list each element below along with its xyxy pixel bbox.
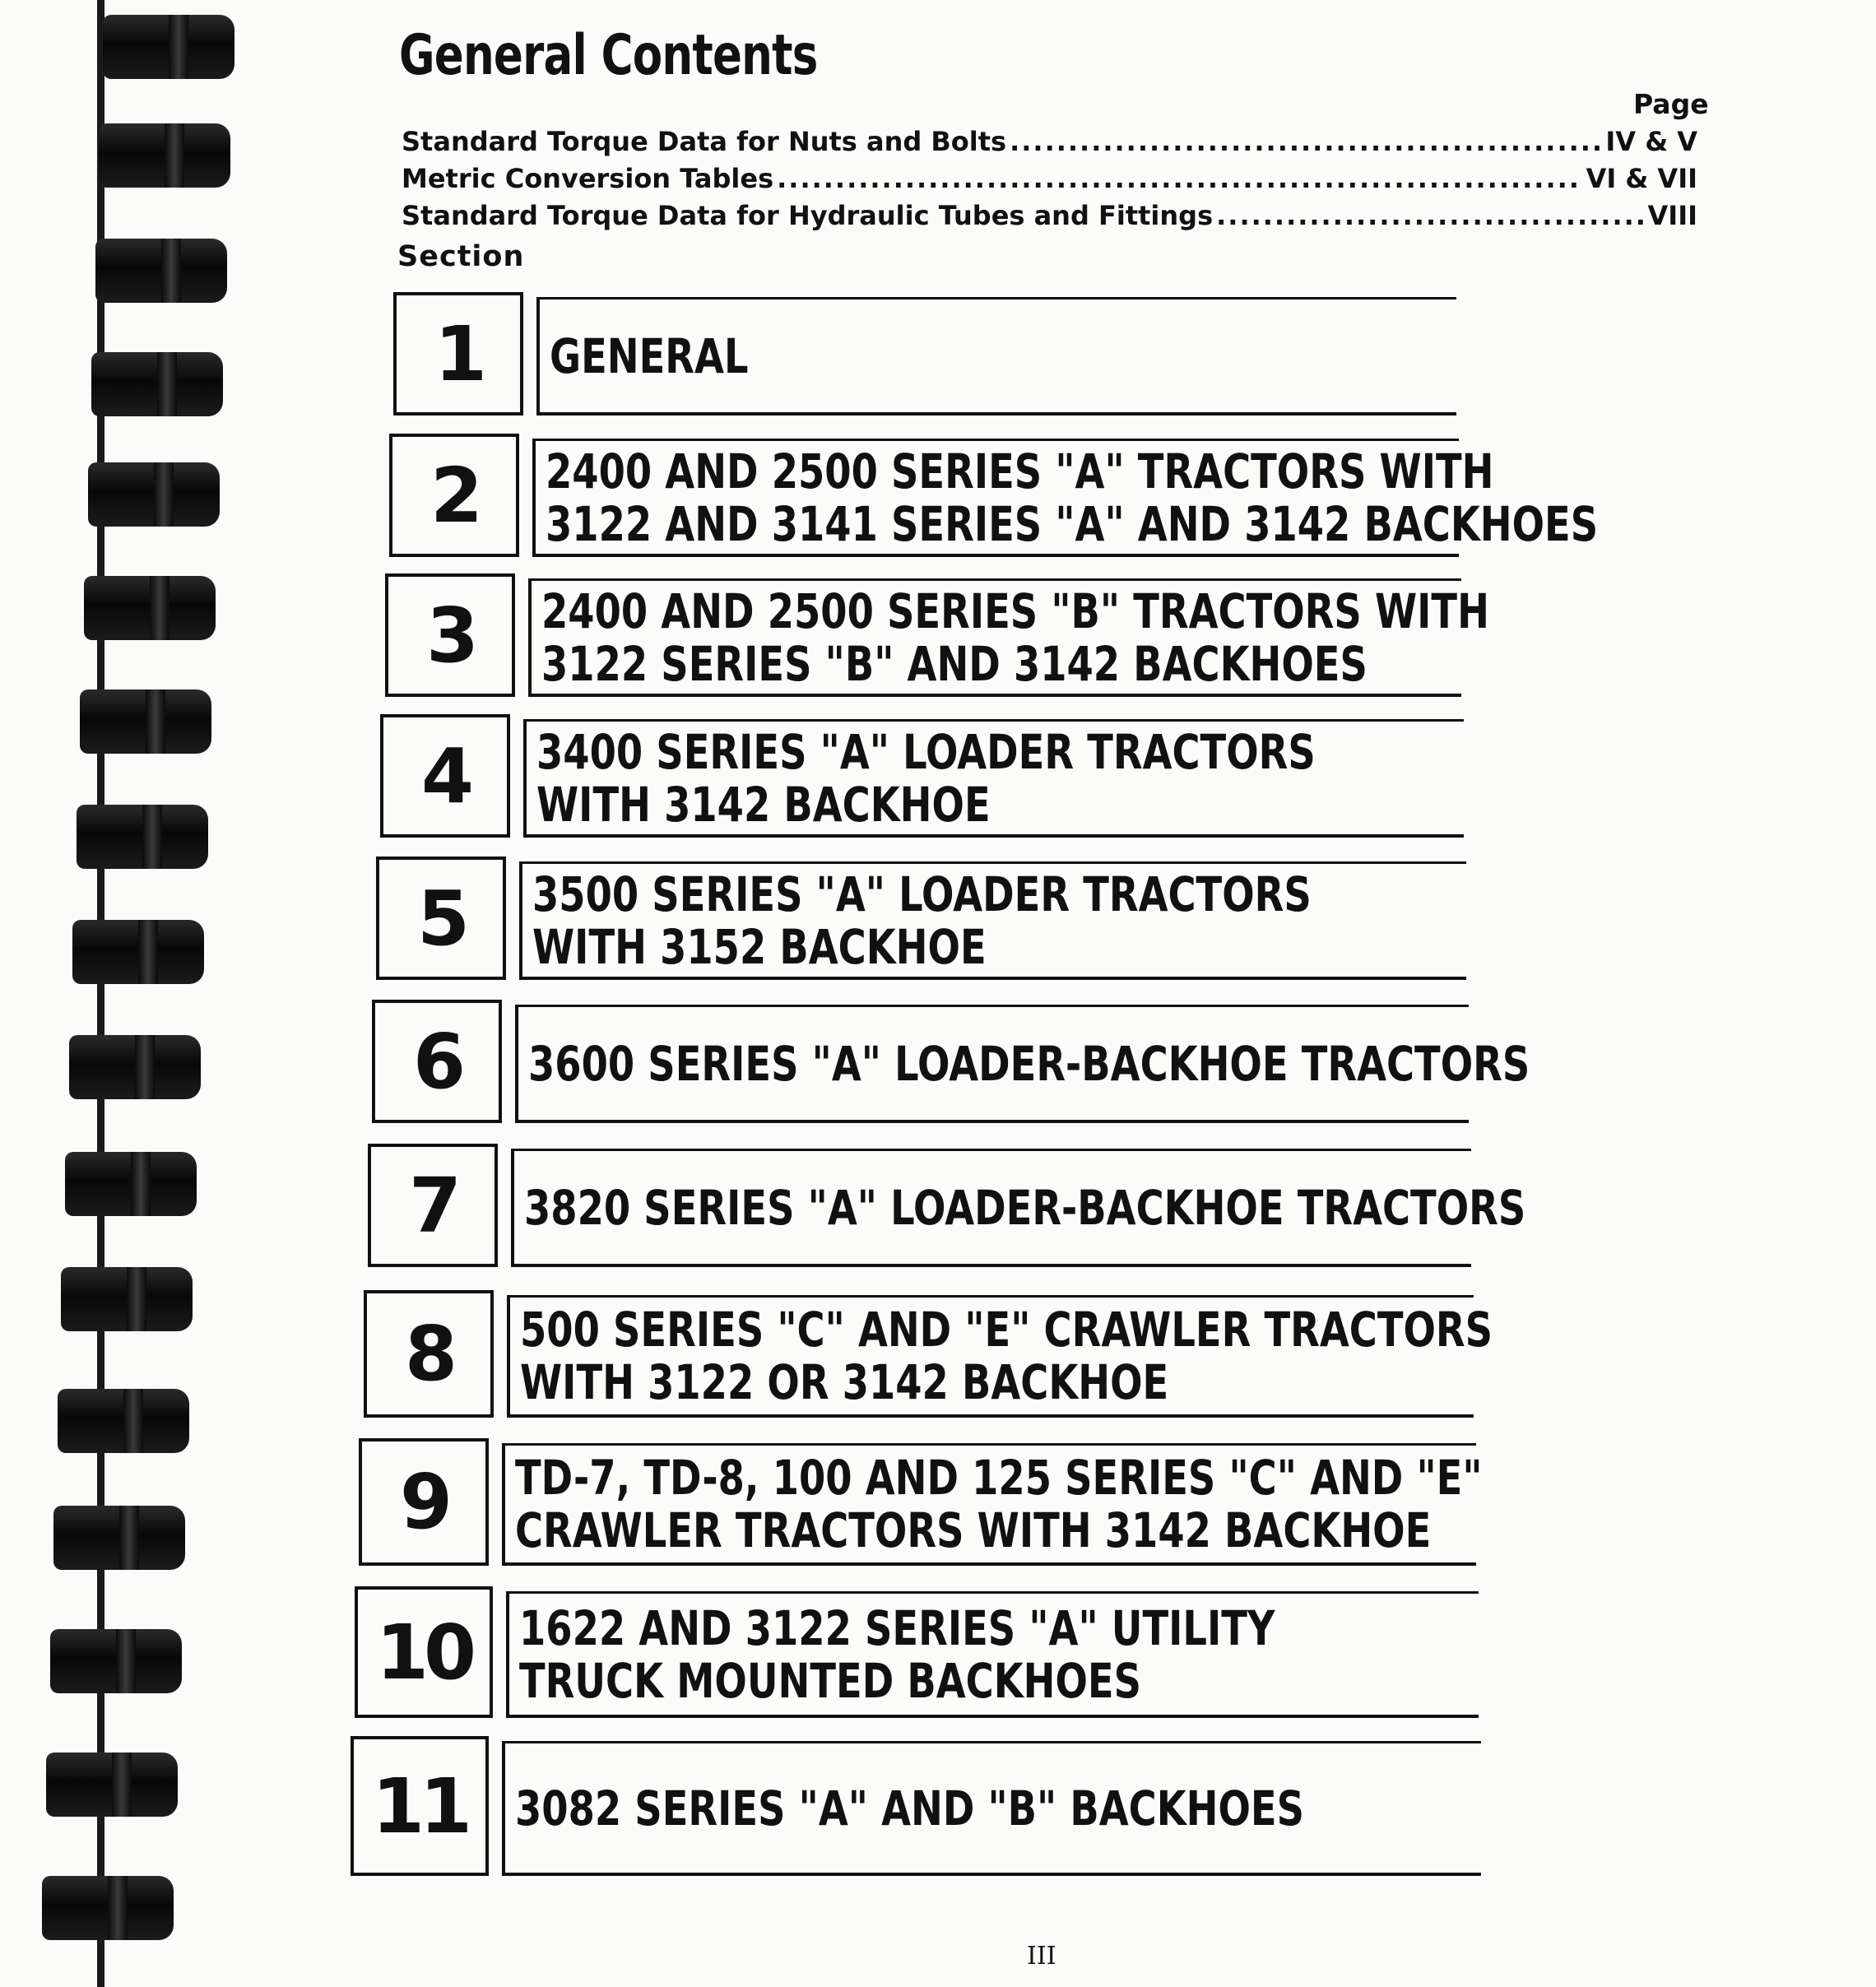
binding-ring <box>103 15 234 79</box>
section-title-line: 3082 SERIES "A" AND "B" BACKHOES <box>515 1780 1305 1836</box>
section-number: 10 <box>355 1586 493 1718</box>
section-title <box>511 1149 1526 1267</box>
contents-entry-page: VIII <box>1647 200 1697 231</box>
section-number: 7 <box>368 1144 498 1267</box>
section-title-line: WITH 3142 BACKHOE <box>536 776 991 833</box>
section-title-line: CRAWLER TRACTORS WITH 3142 BACKHOE <box>515 1502 1432 1558</box>
binding-ring <box>99 123 230 188</box>
leader-dots <box>777 160 1582 197</box>
binding-ring <box>88 462 220 527</box>
section-title-line: 3500 SERIES "A" LOADER TRACTORS <box>532 866 1312 922</box>
section-title <box>528 578 1489 697</box>
contents-entry[interactable] <box>402 160 1697 197</box>
section-number: 6 <box>372 1000 502 1123</box>
leader-dots <box>1216 197 1644 234</box>
section-number: 2 <box>389 434 519 557</box>
page-title: General Contents <box>399 23 818 88</box>
section-title-line: 3122 SERIES "B" AND 3142 BACKHOES <box>541 635 1368 692</box>
contents-list <box>402 123 1697 234</box>
binding-ring <box>42 1876 174 1940</box>
binding-ring <box>95 239 227 303</box>
binding-ring <box>46 1753 178 1817</box>
section-number: 4 <box>380 714 510 838</box>
section-title <box>515 1005 1530 1123</box>
contents-entry-label: Standard Torque Data for Hydraulic Tubes and Fittings <box>402 200 1214 231</box>
section-title <box>506 1591 1479 1718</box>
section-title-line: GENERAL <box>550 327 749 384</box>
contents-entry[interactable] <box>402 123 1697 160</box>
section-title <box>507 1295 1493 1418</box>
section-title-line: 1622 AND 3122 SERIES "A" UTILITY <box>519 1599 1275 1656</box>
binding-ring <box>91 352 223 416</box>
binding-ring <box>72 920 204 984</box>
section-title <box>532 439 1599 557</box>
section-title <box>523 719 1464 838</box>
contents-entry-page: IV & V <box>1605 126 1697 157</box>
section-number: 9 <box>359 1438 489 1566</box>
binding-ring <box>58 1389 189 1453</box>
section-title-line: TD-7, TD-8, 100 AND 125 SERIES "C" AND "E" <box>515 1450 1483 1506</box>
section-title-line: 3820 SERIES "A" LOADER-BACKHOE TRACTORS <box>524 1179 1526 1236</box>
section-number: 3 <box>385 573 515 697</box>
section-title <box>536 297 1456 416</box>
contents-entry[interactable] <box>402 197 1697 234</box>
section-number: 5 <box>376 857 506 980</box>
section-number: 11 <box>351 1736 489 1876</box>
section-title-line: WITH 3152 BACKHOE <box>532 918 987 975</box>
binding-ring <box>69 1035 201 1099</box>
section-label: Section <box>397 240 525 273</box>
section-number: 1 <box>393 292 523 416</box>
binding-ring <box>61 1267 193 1331</box>
binding-ring <box>80 689 211 754</box>
section-title-line: 3122 AND 3141 SERIES "A" AND 3142 BACKHOES <box>546 495 1599 552</box>
section-title-line: 2400 AND 2500 SERIES "A" TRACTORS WITH <box>546 443 1494 499</box>
footer-page-number: III <box>1027 1942 1056 1971</box>
binding-ring <box>50 1629 182 1693</box>
binding-ring <box>65 1152 197 1216</box>
section-title-line: 3400 SERIES "A" LOADER TRACTORS <box>536 723 1316 780</box>
binding-ring <box>53 1506 185 1570</box>
section-title-line: WITH 3122 OR 3142 BACKHOE <box>520 1354 1169 1410</box>
binding-ring <box>84 576 216 640</box>
binding-ring <box>77 805 208 869</box>
page-column-label: Page <box>1633 88 1709 120</box>
contents-entry-page: VI & VII <box>1586 163 1697 194</box>
section-title <box>519 861 1466 980</box>
section-title-line: 500 SERIES "C" AND "E" CRAWLER TRACTORS <box>520 1302 1493 1358</box>
leader-dots <box>1010 123 1602 160</box>
section-title <box>502 1443 1483 1566</box>
section-number: 8 <box>364 1290 494 1418</box>
contents-entry-label: Standard Torque Data for Nuts and Bolts <box>402 126 1007 157</box>
section-title-line: 2400 AND 2500 SERIES "B" TRACTORS WITH <box>541 583 1489 639</box>
section-title-line: TRUCK MOUNTED BACKHOES <box>519 1652 1142 1709</box>
section-title <box>502 1741 1481 1876</box>
section-title-line: 3600 SERIES "A" LOADER-BACKHOE TRACTORS <box>528 1035 1530 1092</box>
contents-entry-label: Metric Conversion Tables <box>402 163 774 194</box>
